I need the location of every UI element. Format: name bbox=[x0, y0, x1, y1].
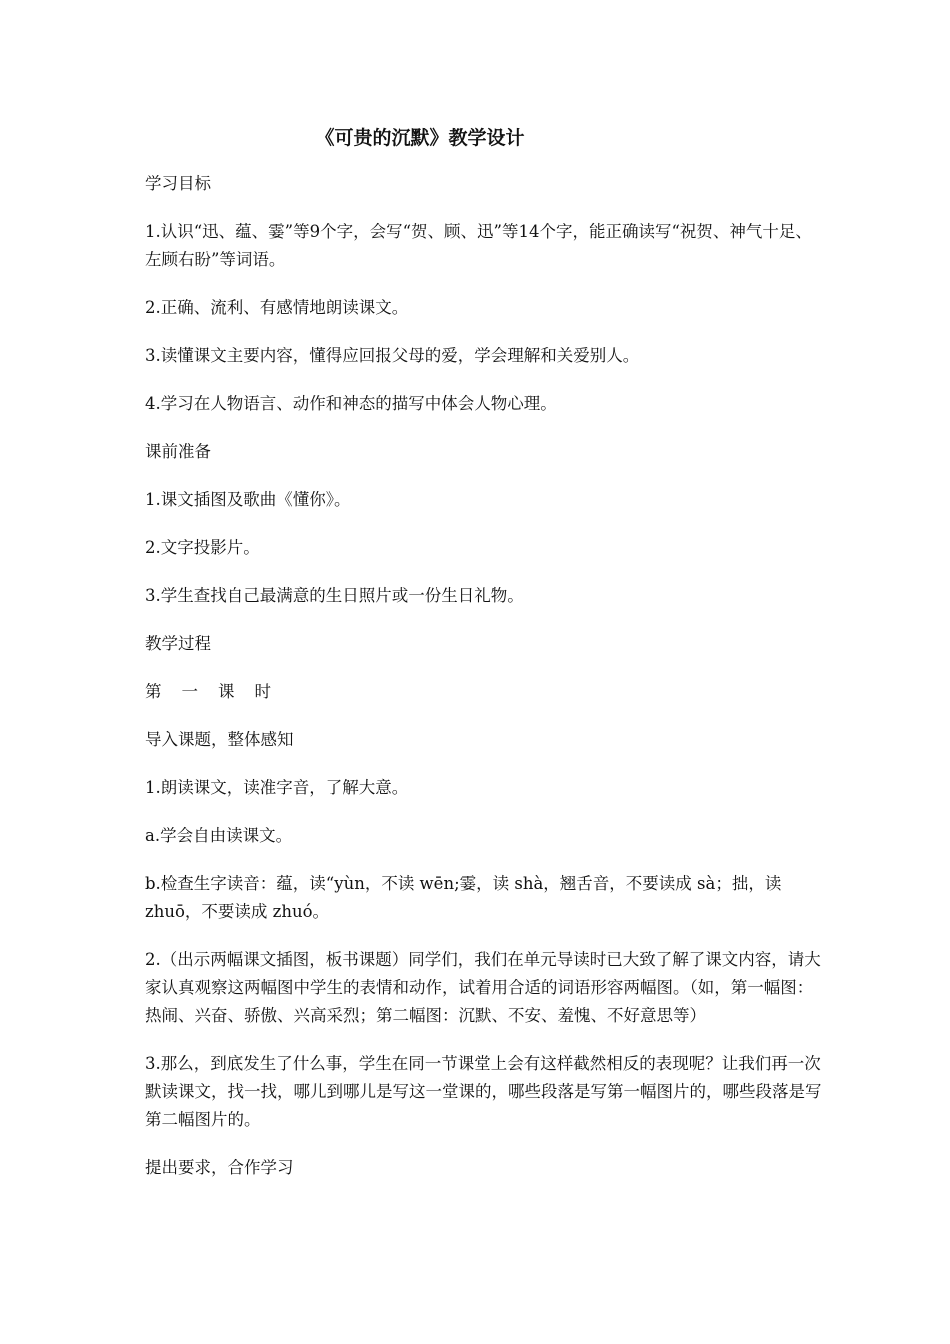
heading-preparation: 课前准备 bbox=[145, 442, 211, 461]
section-cooperative: 提出要求，合作学习 bbox=[145, 1158, 294, 1177]
heading-learning-goals: 学习目标 bbox=[145, 174, 211, 193]
process-item-1b: b.检查生字读音：蕴，读“yùn，不读 wēn;霎，读 shà，翘舌音，不要读成 sà；拙，读 zhuō，不要读成 zhuó。 bbox=[145, 874, 782, 921]
prep-item-3: 3.学生查找自己最满意的生日照片或一份生日礼物。 bbox=[145, 586, 524, 605]
process-item-3: 3.那么，到底发生了什么事，学生在同一节课堂上会有这样截然相反的表现呢？让我们再一次默读课文，找一找，哪儿到哪儿是写这一堂课的，哪些段落是写第一幅图片的，哪些段落是写第二幅图片的。 bbox=[145, 1054, 822, 1129]
goal-item-1: 1.认识“迅、蕴、霎”等9个字，会写“贺、顾、迅”等14个字，能正确读写“祝贺、神气十足、左顾右盼”等词语。 bbox=[145, 222, 812, 269]
goal-item-2: 2.正确、流利、有感情地朗读课文。 bbox=[145, 298, 409, 317]
heading-teaching-process: 教学过程 bbox=[145, 634, 211, 653]
process-item-1a: a.学会自由读课文。 bbox=[145, 826, 293, 845]
goal-item-3: 3.读懂课文主要内容，懂得应回报父母的爱，学会理解和关爱别人。 bbox=[145, 346, 640, 365]
process-item-2: 2.（出示两幅课文插图，板书课题）同学们，我们在单元导读时已大致了解了课文内容，请大家认真观察这两幅图中学生的表情和动作，试着用合适的词语形容两幅图。（如，第一幅图：热闹、兴奋、骄傲、兴高采烈；第二幅图：沉默、不安、羞愧、不好意思等） bbox=[145, 950, 821, 1025]
process-item-1: 1.朗读课文，读准字音，了解大意。 bbox=[145, 778, 409, 797]
goal-item-4: 4.学习在人物语言、动作和神态的描写中体会人物心理。 bbox=[145, 394, 557, 413]
prep-item-2: 2.文字投影片。 bbox=[145, 538, 260, 557]
document-body bbox=[145, 170, 825, 1202]
document-title: 《可贵的沉默》教学设计 bbox=[315, 127, 525, 149]
section-intro: 导入课题，整体感知 bbox=[145, 730, 294, 749]
prep-item-1: 1.课文插图及歌曲《懂你》。 bbox=[145, 490, 351, 509]
heading-first-lesson: 第一课时 bbox=[145, 682, 291, 701]
